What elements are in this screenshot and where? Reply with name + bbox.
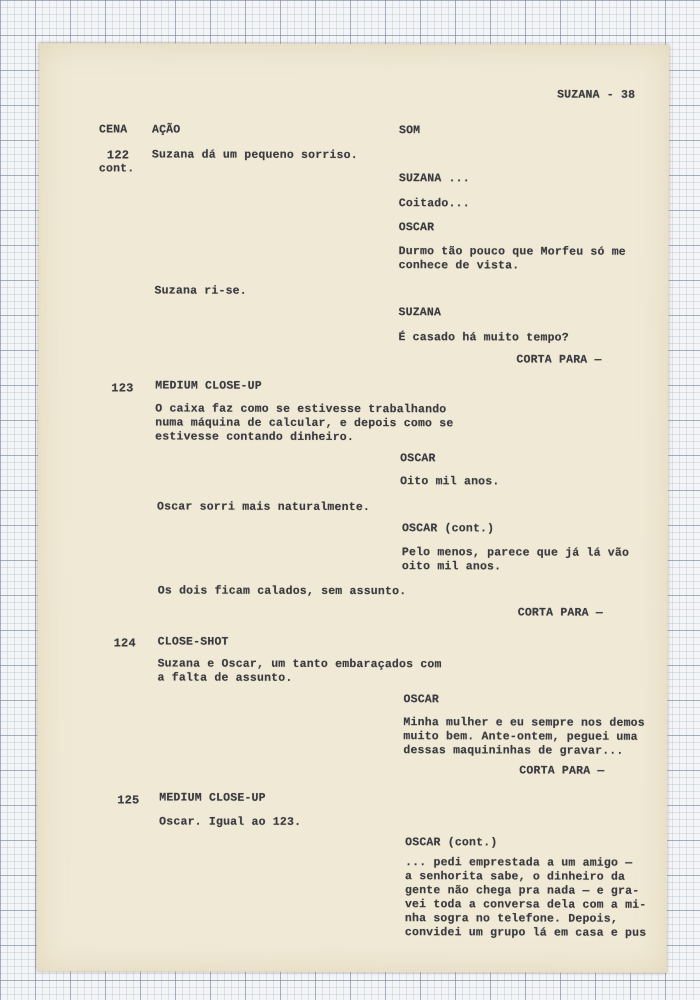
column-header-action: AÇÃO <box>151 123 181 137</box>
dialogue-line: a senhorita sabe, o dinheiro da <box>405 870 626 884</box>
action-line: Os dois ficam calados, sem assunto. <box>157 584 407 599</box>
column-header-scene: CENA <box>98 123 128 137</box>
character-name: OSCAR (cont.) <box>401 522 495 536</box>
dialogue-line: ... pedi emprestada a um amigo — <box>405 856 633 870</box>
dialogue-line: Minha mulher e eu sempre nos demos <box>403 716 645 730</box>
action-line: a falta de assunto. <box>157 671 293 685</box>
page-header: SUZANA - 38 <box>557 88 636 102</box>
dialogue-line: Durmo tão pouco que Morfeu só me <box>398 245 626 259</box>
character-name: OSCAR (cont.) <box>405 836 498 850</box>
dialogue-line: oito mil anos. <box>401 560 502 574</box>
action-line: estivesse contando dinheiro. <box>155 430 355 445</box>
typewritten-script-page <box>37 43 669 973</box>
dialogue-line: vei toda a conversa dela com a mi- <box>404 898 647 912</box>
dialogue-line: Pelo menos, parece que já lá vão <box>401 546 630 560</box>
transition-cut: CORTA PARA — <box>517 606 603 620</box>
action-line: numa máquina de calcular, e depois como se <box>155 416 454 431</box>
character-name: OSCAR <box>398 221 435 235</box>
scene-heading: MEDIUM CLOSE-UP <box>155 379 262 393</box>
dialogue-line: Oito mil anos. <box>400 475 500 489</box>
scene-continued: cont. <box>98 162 135 176</box>
action-line: Suzana e Oscar, um tanto embaraçados com <box>157 657 442 672</box>
character-name: SUZANA <box>398 306 442 320</box>
character-name: SUZANA ... <box>398 172 470 186</box>
scene-number: 125 <box>117 793 140 808</box>
dialogue-line: nha sogra no telefone. Depois, <box>404 912 618 926</box>
action-line: Oscar sorri mais naturalmente. <box>156 500 371 515</box>
action-line: Oscar. Igual ao 123. <box>159 815 302 829</box>
dialogue-line: conhece de vista. <box>398 259 520 273</box>
dialogue-line: convidei um grupo lá em casa e pus <box>404 926 647 940</box>
scene-number: 124 <box>113 636 136 651</box>
transition-cut: CORTA PARA — <box>519 764 605 778</box>
transition-cut: CORTA PARA — <box>516 353 602 367</box>
dialogue-line: gente não chega pra nada — e gra- <box>404 884 640 898</box>
dialogue-line: É casado há muito tempo? <box>398 331 569 345</box>
dialogue-line: Coitado... <box>398 197 470 211</box>
action-line: Suzana dá um pequeno sorriso. <box>151 148 358 163</box>
dialogue-line: muito bem. Ante-ontem, peguei uma <box>403 730 638 744</box>
character-name: OSCAR <box>400 452 436 466</box>
column-header-sound: SOM <box>398 124 421 138</box>
action-line: Suzana ri-se. <box>154 284 247 298</box>
scene-number: 122 <box>106 148 130 163</box>
scene-heading: CLOSE-SHOT <box>157 635 229 649</box>
scene-number: 123 <box>111 381 134 396</box>
action-line: O caixa faz como se estivesse trabalhando <box>155 402 447 417</box>
scene-heading: MEDIUM CLOSE-UP <box>159 791 266 805</box>
character-name: OSCAR <box>403 693 440 707</box>
dialogue-line: dessas maquininhas de gravar... <box>403 744 624 758</box>
